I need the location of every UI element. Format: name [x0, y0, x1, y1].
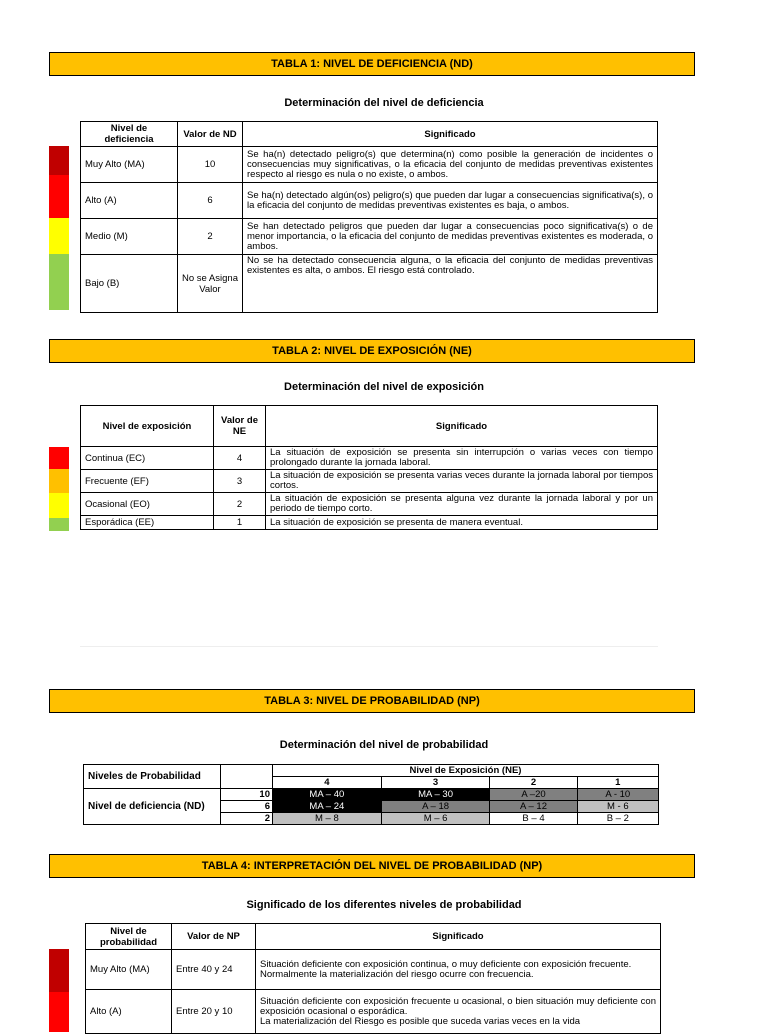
- col-header-value: Valor de NP: [172, 924, 256, 950]
- table1-title-band: TABLA 1: NIVEL DE DEFICIENCIA (ND): [49, 52, 695, 76]
- col-header-level: Nivel de probabilidad: [86, 924, 172, 950]
- row-meaning: No se ha detectado consecuencia alguna, o la eficacia del conjunto de medidas preventivas existentes es alta, o ambos. El riesgo está controlado.: [243, 255, 658, 313]
- ne-value: 2: [490, 777, 577, 789]
- matrix-corner-label: Niveles de Probabilidad: [84, 765, 221, 789]
- matrix-cell: A - 10: [577, 789, 658, 801]
- row-meaning-line2: Normalmente la materialización del riesgo ocurre con frecuencia.: [260, 968, 534, 980]
- matrix-cell: B – 4: [490, 813, 577, 825]
- table4-title-band: TABLA 4: INTERPRETACIÓN DEL NIVEL DE PROBABILIDAD (NP): [49, 854, 695, 878]
- row-level: Bajo (B): [81, 255, 178, 313]
- row-value: 6: [178, 183, 243, 219]
- row-meaning: Se ha(n) detectado peligro(s) que determina(n) como posible la generación de incidentes o consecuencias muy significativas, o la eficacia del conjunto de medidas preventivas existentes respecto al riesgo es nula o no existe, o ambos.: [243, 147, 658, 183]
- row-level: Alto (A): [81, 183, 178, 219]
- table-row: [81, 255, 658, 313]
- nd-row-label: Nivel de deficiencia (ND): [84, 789, 221, 825]
- divider: [80, 646, 658, 647]
- matrix-cell: M - 6: [577, 801, 658, 813]
- row-level: Alto (A): [86, 990, 172, 1034]
- swatch-muy-alto: [49, 146, 69, 175]
- ne-value: 4: [273, 777, 382, 789]
- swatch-np-alto: [49, 992, 69, 1032]
- nd-value: 6: [221, 801, 273, 813]
- col-header-value: Valor de NE: [214, 406, 266, 447]
- matrix-cell: M – 8: [273, 813, 382, 825]
- table-row: [81, 470, 658, 493]
- matrix-cell: A –20: [490, 789, 577, 801]
- row-meaning: La situación de exposición se presenta varias veces durante la jornada laboral por tiempos cortos.: [266, 470, 658, 493]
- col-header-meaning: Significado: [256, 924, 661, 950]
- table2-title-band: TABLA 2: NIVEL DE EXPOSICIÓN (NE): [49, 339, 695, 363]
- col-header-meaning: Significado: [266, 406, 658, 447]
- row-value: 4: [214, 447, 266, 470]
- exposure-table: [80, 405, 658, 530]
- swatch-frecuente: [49, 469, 69, 493]
- row-value: 2: [214, 493, 266, 516]
- row-meaning: [256, 950, 661, 990]
- swatch-ocasional: [49, 493, 69, 518]
- table3-subtitle: Determinación del nivel de probabilidad: [279, 739, 489, 751]
- row-level: Continua (EC): [81, 447, 214, 470]
- table4-subtitle: Significado de los diferentes niveles de probabilidad: [246, 899, 522, 911]
- table-row: [81, 147, 658, 183]
- row-value: Entre 20 y 10: [172, 990, 256, 1034]
- row-meaning-line2: La materialización del Riesgo es posible que suceda varias veces en la vida: [260, 1015, 581, 1027]
- swatch-esporadica: [49, 518, 69, 531]
- deficiency-table: [80, 121, 658, 313]
- ne-value: 1: [577, 777, 658, 789]
- swatch-bajo: [49, 254, 69, 310]
- table-row: [81, 183, 658, 219]
- row-level: Muy Alto (MA): [86, 950, 172, 990]
- row-level: Esporádica (EE): [81, 516, 214, 530]
- row-value: 2: [178, 219, 243, 255]
- swatch-np-muy-alto: [49, 949, 69, 992]
- probability-meaning-table: [85, 923, 661, 1034]
- matrix-cell: MA – 30: [381, 789, 490, 801]
- row-level: Medio (M): [81, 219, 178, 255]
- matrix-cell: MA – 40: [273, 789, 382, 801]
- swatch-continua: [49, 447, 69, 469]
- row-meaning-line1: Situación deficiente con exposición frecuente u ocasional, o bien situación muy deficiente con exposición ocasional o esporádica.: [260, 995, 656, 1017]
- col-header-level: Nivel de exposición: [81, 406, 214, 447]
- row-level: Ocasional (EO): [81, 493, 214, 516]
- nd-value: 2: [221, 813, 273, 825]
- col-header-meaning: Significado: [243, 122, 658, 147]
- swatch-medio: [49, 218, 69, 254]
- matrix-cell: B – 2: [577, 813, 658, 825]
- matrix-cell: M – 6: [381, 813, 490, 825]
- table-row: [81, 447, 658, 470]
- matrix-cell: A – 12: [490, 801, 577, 813]
- table-row: [86, 990, 661, 1034]
- probability-matrix: [83, 764, 659, 825]
- matrix-cell: A – 18: [381, 801, 490, 813]
- table-row: [81, 493, 658, 516]
- table1-subtitle: Determinación del nivel de deficiencia: [284, 97, 484, 109]
- matrix-cell: MA – 24: [273, 801, 382, 813]
- row-level: Muy Alto (MA): [81, 147, 178, 183]
- table2-subtitle: Determinación del nivel de exposición: [284, 381, 484, 393]
- row-value: 1: [214, 516, 266, 530]
- row-meaning: Se ha(n) detectado algún(os) peligro(s) que pueden dar lugar a consecuencias significativa(s), o la eficacia del conjunto de medidas preventivas existentes es baja, o ambos.: [243, 183, 658, 219]
- col-header-value: Valor de ND: [178, 122, 243, 147]
- row-level: Frecuente (EF): [81, 470, 214, 493]
- row-meaning: La situación de exposición se presenta sin interrupción o varias veces con tiempo prolongado durante la jornada laboral.: [266, 447, 658, 470]
- row-meaning-line1: Situación deficiente con exposición continua, o muy deficiente con exposición frecuente.: [260, 958, 632, 970]
- table-row: [86, 950, 661, 990]
- table-row: [81, 516, 658, 530]
- col-header-level: Nivel de deficiencia: [81, 122, 178, 147]
- table3-title-band: TABLA 3: NIVEL DE PROBABILIDAD (NP): [49, 689, 695, 713]
- nd-value: 10: [221, 789, 273, 801]
- table-row: [81, 219, 658, 255]
- row-meaning: La situación de exposición se presenta alguna vez durante la jornada laboral y por un periodo de tiempo corto.: [266, 493, 658, 516]
- ne-value: 3: [381, 777, 490, 789]
- row-meaning: Se han detectado peligros que pueden dar lugar a consecuencias poco significativa(s) o de menor importancia, o la eficacia del conjunto de medidas preventivas existentes es moderada, o ambos.: [243, 219, 658, 255]
- row-meaning: La situación de exposición se presenta de manera eventual.: [266, 516, 658, 530]
- row-value: 10: [178, 147, 243, 183]
- row-value: Entre 40 y 24: [172, 950, 256, 990]
- ne-header: Nivel de Exposición (NE): [273, 765, 659, 777]
- row-value: No se Asigna Valor: [178, 255, 243, 313]
- swatch-alto: [49, 175, 69, 218]
- row-value: 3: [214, 470, 266, 493]
- row-meaning: [256, 990, 661, 1034]
- matrix-corner-spacer: [221, 765, 273, 789]
